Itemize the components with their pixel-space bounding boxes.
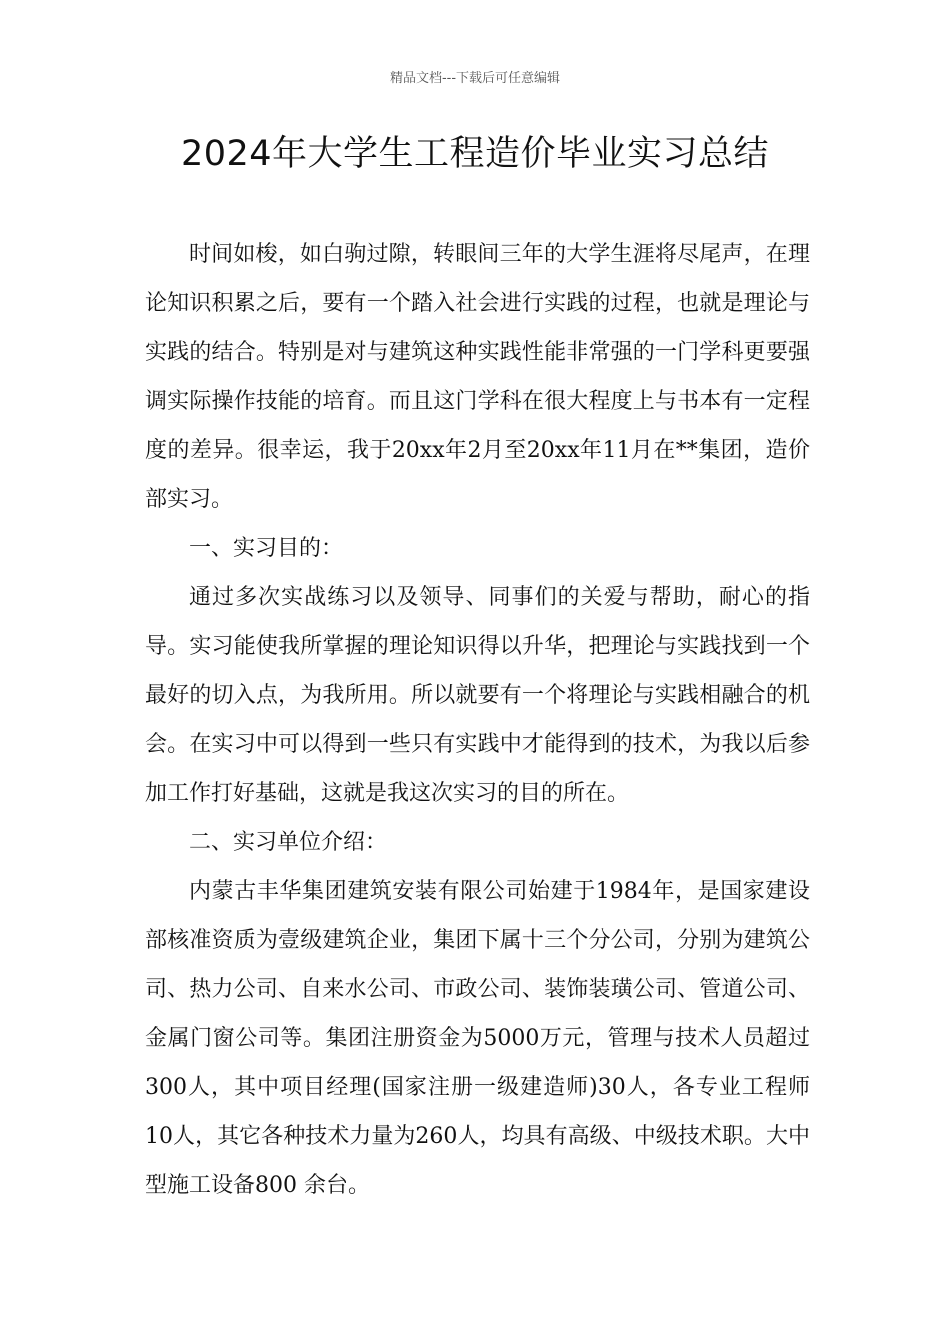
paragraph-intro: 时间如梭，如白驹过隙，转眼间三年的大学生涯将尽尾声，在理论知识积累之后，要有一个踏入社会进行实践的过程，也就是理论与实践的结合。特别是对与建筑这种实践性能非常强的一门学科更要强调实际操作技能的培育。而且这门学科在很大程度上与书本有一定程度的差异。很幸运，我于20xx年2月至20xx年11月在**集团，造价部实习。 xyxy=(145,242,810,512)
header-note: 精品文档---下载后可任意编辑 xyxy=(389,71,561,86)
section-heading-company: 二、实习单位介绍： xyxy=(189,830,388,855)
paragraph-purpose: 通过多次实战练习以及领导、同事们的关爱与帮助，耐心的指导。实习能使我所掌握的理论知识得以升华，把理论与实践找到一个最好的切入点，为我所用。所以就要有一个将理论与实践相融合的机会。在实习中可以得到一些只有实践中才能得到的技术，为我以后参加工作打好基础，这就是我这次实习的目的所在。 xyxy=(145,585,810,806)
section-heading-purpose: 一、实习目的： xyxy=(189,536,344,561)
paragraph-company: 内蒙古丰华集团建筑安装有限公司始建于1984年，是国家建设部核准资质为壹级建筑企业，集团下属十三个分公司，分别为建筑公司、热力公司、自来水公司、市政公司、装饰装璜公司、管道公司、金属门窗公司等。集团注册资金为5000万元，管理与技术人员超过300人，其中项目经理(国家注册一级建造师)30人，各专业工程师10人，其它各种技术力量为260人，均具有高级、中级技术职。大中型施工设备800 余台。 xyxy=(145,879,810,1198)
document-title: 2024年大学生工程造价毕业实习总结 xyxy=(180,134,770,174)
document-body xyxy=(145,230,810,1210)
